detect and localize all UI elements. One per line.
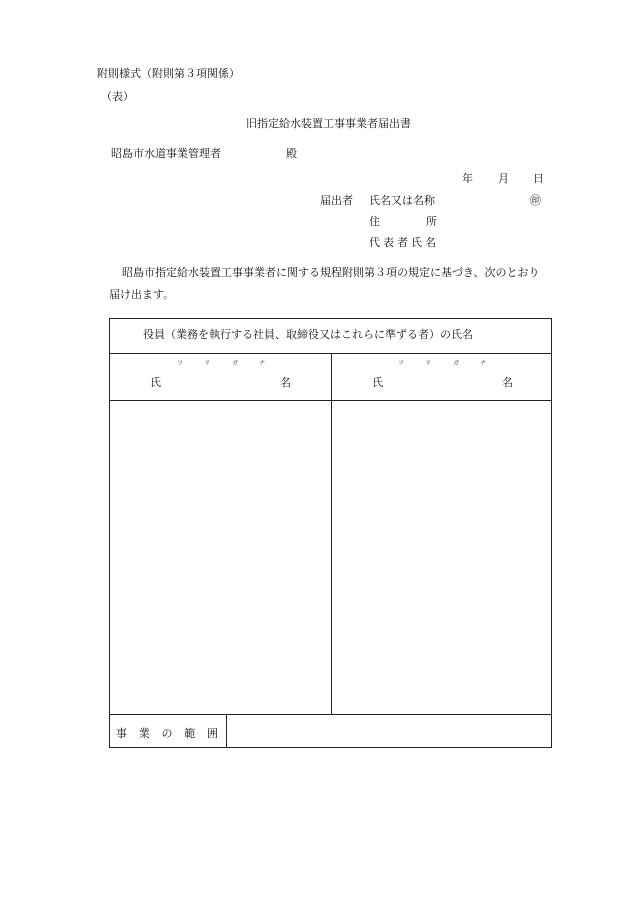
date-year-label: 年 [462, 172, 473, 185]
furigana-right-1: フ [398, 360, 405, 367]
scope-label-char-3: の [161, 727, 173, 740]
applicant-address-label-2: 所 [426, 215, 437, 228]
furigana-left-2: リ [204, 360, 211, 367]
applicant-name-label: 氏名又は名称 [369, 194, 435, 207]
form-side-label: （表） [101, 90, 134, 103]
body-text-line-2: 届け出ます。 [109, 288, 175, 301]
form-reference: 附則様式（附則第３項関係） [97, 67, 240, 80]
scope-label-char-1: 事 [116, 727, 127, 740]
name-label-right-2: 名 [502, 376, 513, 389]
date-day-label: 日 [533, 172, 544, 185]
seal-mark: ㊞ [530, 194, 541, 207]
name-label-left-1: 氏 [150, 376, 161, 389]
applicant-label: 届出者 [320, 194, 353, 207]
name-label-right-1: 氏 [372, 376, 383, 389]
date-month-label: 月 [498, 172, 509, 185]
addressee-name: 昭島市水道事業管理者 [111, 147, 221, 160]
scope-label-char-5: 囲 [207, 727, 218, 740]
furigana-left-4: ナ [259, 360, 266, 367]
furigana-left-1: フ [177, 360, 184, 367]
applicant-address-label-1: 住 [369, 215, 380, 228]
officers-table [109, 318, 552, 748]
addressee-honorific: 殿 [286, 147, 297, 160]
furigana-right-4: ナ [480, 360, 487, 367]
furigana-right-3: ガ [453, 360, 460, 367]
table-divider-scope [110, 714, 551, 715]
name-label-left-2: 名 [280, 376, 291, 389]
scope-of-business-label [116, 725, 218, 741]
furigana-left-3: ガ [232, 360, 239, 367]
document-title: 旧指定給水装置工事事業者届出書 [246, 117, 411, 130]
scope-label-divider [226, 714, 227, 748]
scope-label-char-4: 範 [184, 727, 196, 740]
scope-label-char-2: 業 [138, 727, 150, 740]
table-header: 役員（業務を執行する社員、取締役又はこれらに準ずる者）の氏名 [143, 328, 473, 341]
table-column-divider [331, 353, 332, 714]
applicant-representative-label: 代表者氏名 [369, 236, 439, 249]
body-text-line-1: 昭島市指定給水装置工事事業者に関する規程附則第３項の規定に基づき、次のとおり [122, 266, 540, 279]
furigana-right-2: リ [425, 360, 432, 367]
